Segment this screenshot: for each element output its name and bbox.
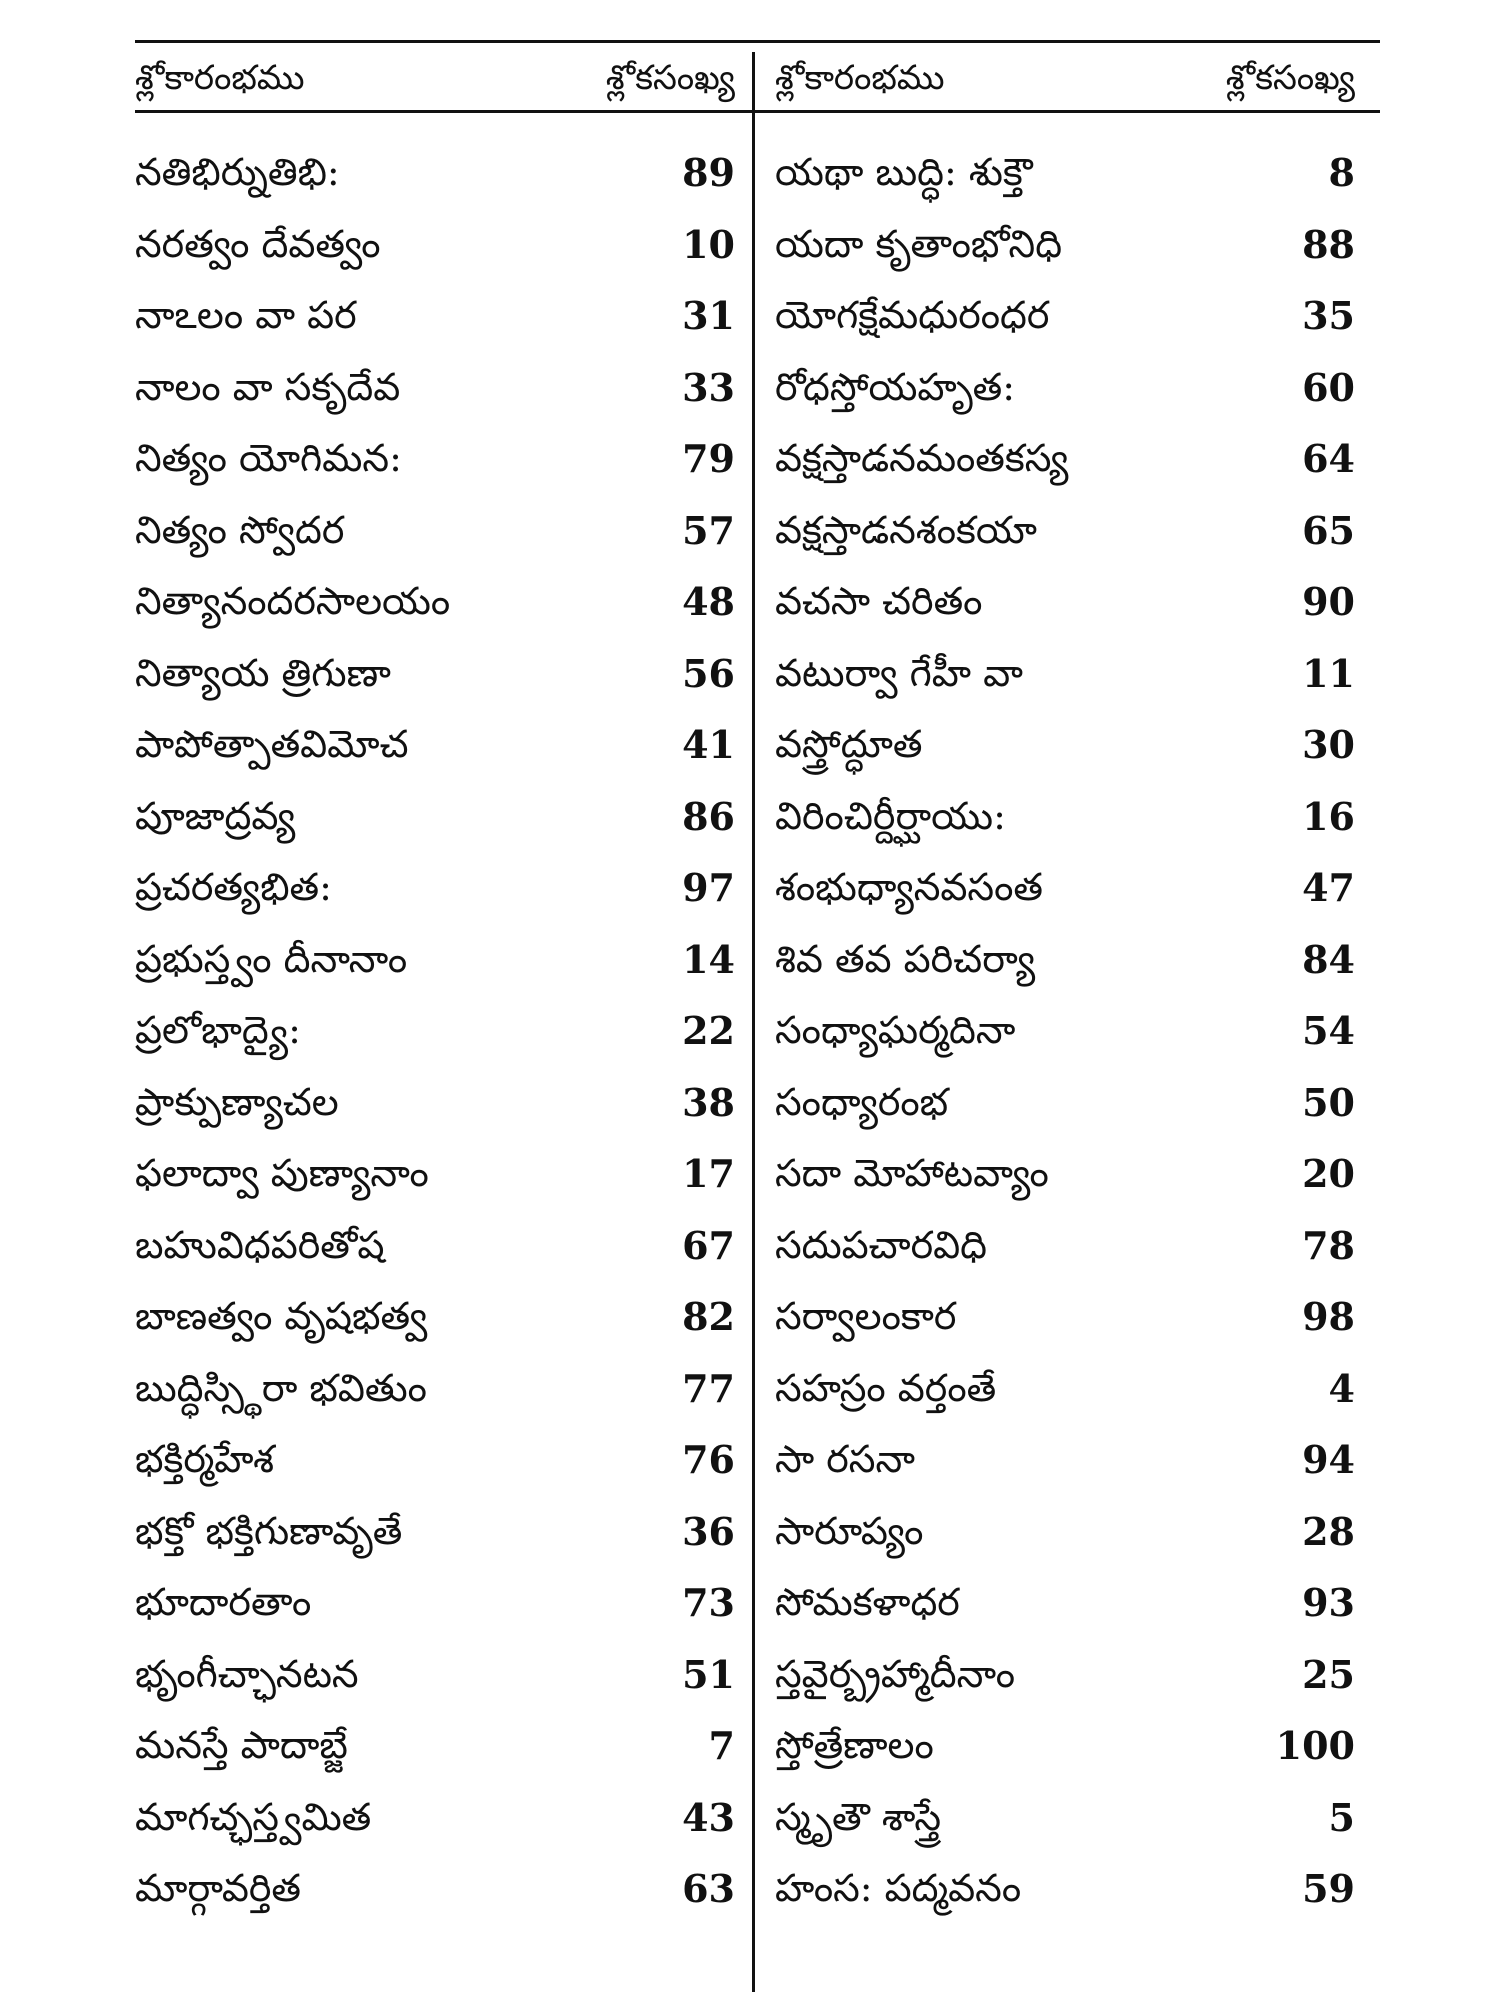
index-row [775,937,1355,1009]
column-divider [752,52,755,1992]
index-row [135,1008,735,1080]
verse-start: వక్షస్తాడనశంకయా [775,507,1037,552]
verse-number: 67 [682,1222,735,1268]
verse-start: సోమకళాధర [775,1580,960,1624]
index-row [775,1723,1355,1795]
verse-number: 79 [682,436,735,481]
index-row [775,1509,1355,1581]
verse-number: 36 [682,1508,735,1554]
index-row [135,937,735,1009]
index-row [775,1008,1355,1080]
verse-start: యథా బుద్ధి: శుక్తౌ [775,150,1033,194]
verse-number: 28 [1302,1508,1355,1554]
index-row [135,651,735,723]
verse-number: 30 [1302,722,1355,767]
verse-number: 77 [682,1365,735,1411]
verse-start: ప్రలోభాద్యై: [135,1008,301,1052]
left-index-list [135,150,735,1938]
index-row [775,1151,1355,1223]
verse-number: 51 [682,1651,735,1697]
left-header-count: శ్లోకసంఖ్య [605,58,735,98]
verse-start: నిత్యం యోగిమన: [135,436,402,480]
verse-start: నరత్వం దేవత్వం [135,221,381,266]
index-row [135,222,735,294]
verse-number: 25 [1302,1651,1355,1697]
verse-start: సదుపచారవిధి [775,1222,987,1267]
verse-start: మనస్తే పాదాబ్జే [135,1723,348,1767]
index-row [775,1294,1355,1366]
verse-start: సదా మోహాటవ్యాం [775,1151,1049,1195]
verse-number: 65 [1302,507,1355,553]
index-row [775,436,1355,508]
verse-number: 86 [682,793,735,839]
verse-start: భక్తో భక్తిగుణావృతే [135,1508,403,1553]
verse-number: 93 [1302,1580,1355,1625]
index-row [775,1437,1355,1509]
verse-number: 54 [1302,1008,1355,1053]
top-rule [135,40,1380,43]
index-row [135,1652,735,1724]
verse-start: రోధస్తోయహృత: [775,364,1016,409]
verse-start: సంధ్యాఘర్మదినా [775,1008,1016,1052]
verse-number: 11 [1302,650,1355,696]
index-row [135,508,735,580]
index-row [135,1866,735,1938]
verse-start: పాపోత్పాతవిమోచ [135,722,409,766]
verse-start: నాలం వా సకృదేవ [135,364,401,409]
verse-start: సర్వాలంకార [775,1294,957,1338]
index-row [135,365,735,437]
verse-number: 20 [1302,1151,1355,1196]
verse-start: స్తోత్రేణాలం [775,1723,934,1767]
verse-number: 94 [1302,1437,1355,1482]
verse-start: సా రసనా [775,1437,915,1481]
left-header-title: శ్లోకారంభము [135,58,305,98]
index-row [135,293,735,365]
verse-number: 14 [682,936,735,982]
verse-start: నిత్యాయ త్రిగుణా [135,650,391,695]
verse-start: నిత్యానందరసాలయం [135,579,451,623]
verse-start: వచసా చరితం [775,579,983,623]
verse-number: 48 [682,579,735,624]
verse-number: 38 [682,1079,735,1125]
index-row [135,579,735,651]
verse-number: 57 [682,507,735,553]
verse-number: 10 [682,221,735,267]
verse-number: 22 [682,1008,735,1053]
index-row [775,222,1355,294]
index-row [775,579,1355,651]
verse-number: 98 [1302,1294,1355,1339]
verse-number: 88 [1302,221,1355,267]
verse-number: 64 [1302,436,1355,481]
verse-number: 90 [1302,579,1355,624]
verse-start: భక్తిర్మహేశ [135,1437,275,1481]
verse-start: వటుర్వా గేహీ వా [775,650,1023,695]
verse-number: 31 [682,293,735,338]
verse-number: 43 [682,1794,735,1840]
verse-number: 17 [682,1151,735,1196]
verse-number: 8 [1328,150,1355,195]
index-row [775,1580,1355,1652]
index-row [135,1509,735,1581]
verse-start: వక్షస్తాడనమంతకస్య [775,436,1069,480]
index-row [135,150,735,222]
verse-start: విరించిర్దీర్ఘాయు: [775,793,1006,838]
index-row [135,1294,735,1366]
verse-number: 50 [1302,1079,1355,1125]
verse-number: 73 [682,1580,735,1625]
index-row [135,1151,735,1223]
index-row [135,1723,735,1795]
index-row [135,436,735,508]
index-row [775,1223,1355,1295]
verse-number: 82 [682,1294,735,1339]
verse-start: సంధ్యారంభ [775,1079,949,1124]
index-row [775,794,1355,866]
verse-start: సహస్రం వర్తంతే [775,1365,997,1410]
verse-start: శివ తవ పరిచర్యా [775,936,1036,981]
verse-number: 63 [682,1866,735,1911]
right-header [775,58,1355,106]
verse-start: నతిభిర్నుతిభి: [135,150,340,194]
verse-number: 60 [1302,364,1355,410]
index-row [775,1795,1355,1867]
verse-start: స్తవైర్బ్రహ్మాదీనాం [775,1651,1015,1696]
verse-start: హంస: పద్మవనం [775,1866,1022,1910]
index-row [775,150,1355,222]
verse-number: 35 [1302,293,1355,338]
verse-start: బుద్ధిస్స్థిరా భవితుం [135,1365,427,1410]
verse-start: భృంగీచ్ఛానటన [135,1651,359,1696]
index-row [775,1652,1355,1724]
verse-start: యదా కృతాంభోనిధి [775,221,1063,266]
verse-start: ప్రభుస్త్వం దీనానాం [135,936,408,981]
verse-start: వస్త్రోద్ధూత [775,722,923,766]
verse-number: 47 [1302,865,1355,910]
verse-start: భూదారతాం [135,1580,312,1624]
verse-number: 56 [682,650,735,696]
verse-start: శంభుధ్యానవసంత [775,865,1043,909]
index-row [135,1795,735,1867]
index-row [775,1366,1355,1438]
verse-start: స్మృతౌ శాస్త్రే [775,1794,942,1839]
index-row [775,1080,1355,1152]
verse-start: ప్రాక్పుణ్యాచల [135,1079,339,1124]
verse-number: 16 [1302,793,1355,839]
verse-start: బహువిధపరితోష [135,1222,385,1267]
index-row [135,1437,735,1509]
index-row [775,365,1355,437]
verse-number: 89 [682,150,735,195]
index-row [775,293,1355,365]
verse-start: నిత్యం స్వోదర [135,507,345,552]
header-underline [135,110,1380,113]
verse-number: 78 [1302,1222,1355,1268]
verse-number: 7 [708,1723,735,1768]
verse-start: నాఽలం వా పర [135,293,357,337]
index-row [135,794,735,866]
index-row [775,1866,1355,1938]
index-row [775,722,1355,794]
verse-start: మార్గావర్తిత [135,1866,301,1910]
verse-number: 84 [1302,936,1355,982]
index-row [775,865,1355,937]
verse-number: 97 [682,865,735,910]
right-index-list [775,150,1355,1938]
verse-number: 59 [1302,1866,1355,1911]
verse-number: 5 [1328,1794,1355,1840]
verse-start: యోగక్షేమధురంధర [775,293,1050,337]
verse-start: ఫలాద్వా పుణ్యానాం [135,1151,429,1195]
right-header-title: శ్లోకారంభము [775,58,945,98]
index-row [775,508,1355,580]
verse-start: సారూప్యం [775,1508,924,1553]
verse-start: మాగచ్ఛస్త్వమిత [135,1794,372,1839]
index-row [135,722,735,794]
verse-start: బాణత్వం వృషభత్వ [135,1294,428,1338]
index-row [135,865,735,937]
index-row [135,1080,735,1152]
verse-number: 100 [1275,1723,1355,1768]
verse-start: పూజాద్రవ్య [135,793,296,838]
index-row [135,1223,735,1295]
left-header [135,58,735,106]
index-row [135,1366,735,1438]
index-row [135,1580,735,1652]
verse-number: 4 [1328,1365,1355,1411]
verse-number: 41 [682,722,735,767]
index-row [775,651,1355,723]
right-header-count: శ్లోకసంఖ్య [1225,58,1355,98]
verse-number: 33 [682,364,735,410]
verse-start: ప్రచరత్యభిత: [135,865,332,909]
verse-number: 76 [682,1437,735,1482]
